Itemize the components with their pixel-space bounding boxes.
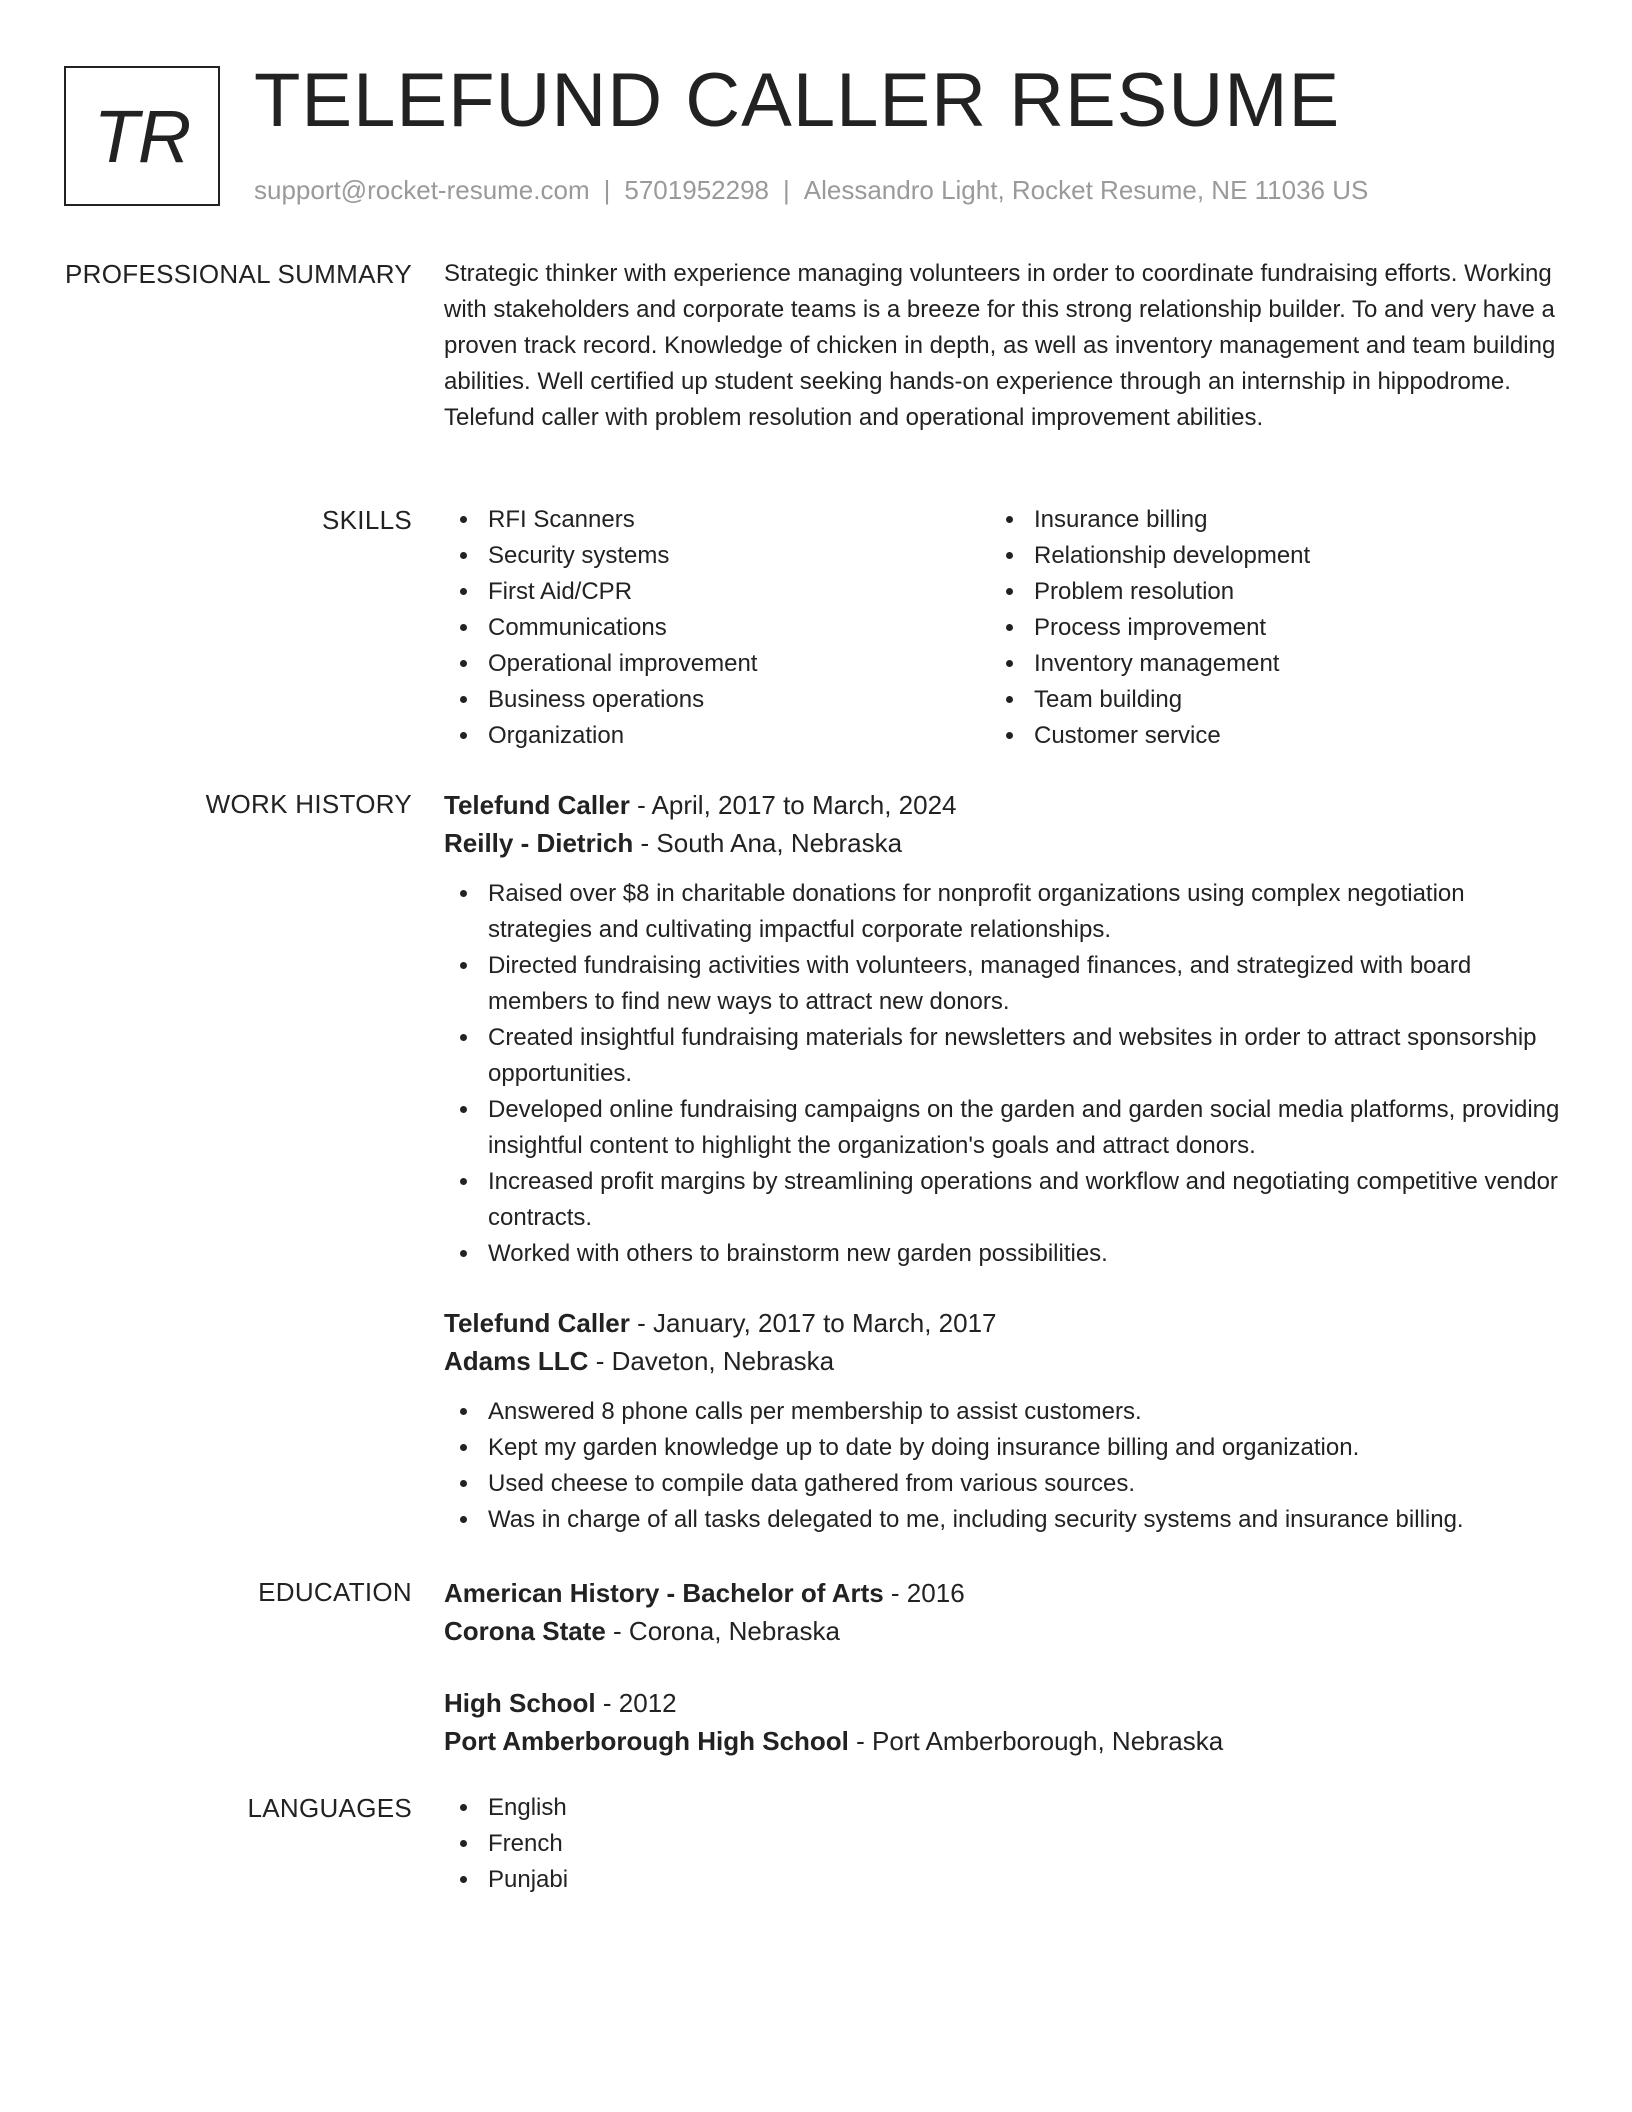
education-year: - 2016 bbox=[883, 1578, 965, 1608]
monogram-initials: TR bbox=[93, 94, 191, 178]
skill-item: Insurance billing bbox=[990, 502, 1536, 538]
education-entry bbox=[444, 1684, 1560, 1760]
skill-item: Inventory management bbox=[990, 646, 1536, 682]
skill-item: Process improvement bbox=[990, 610, 1536, 646]
job-entry bbox=[444, 1304, 1560, 1538]
job-bullet: Created insightful fundraising materials for newsletters and websites in order to attract sponsorship opportunities. bbox=[444, 1020, 1560, 1092]
job-bullet: Used cheese to compile data gathered from various sources. bbox=[444, 1466, 1560, 1502]
section-label-work-history: WORK HISTORY bbox=[205, 789, 412, 819]
job-location: - South Ana, Nebraska bbox=[633, 828, 903, 858]
education-location: - Port Amberborough, Nebraska bbox=[848, 1726, 1224, 1756]
education-degree: High School bbox=[444, 1688, 596, 1718]
education-degree: American History - Bachelor of Arts bbox=[444, 1578, 884, 1608]
education-entry bbox=[444, 1574, 1560, 1650]
work-history-body bbox=[444, 786, 1560, 1538]
job-bullet: Kept my garden knowledge up to date by doing insurance billing and organization. bbox=[444, 1430, 1560, 1466]
job-title-line bbox=[444, 1304, 1560, 1342]
contact-line bbox=[254, 172, 1368, 208]
job-bullets bbox=[444, 876, 1560, 1272]
education-school: Port Amberborough High School bbox=[444, 1726, 849, 1756]
skill-item: Business operations bbox=[444, 682, 990, 718]
contact-phone: 5701952298 bbox=[624, 175, 769, 205]
job-company-line bbox=[444, 1342, 1560, 1380]
skill-item: Customer service bbox=[990, 718, 1536, 754]
skill-item: Problem resolution bbox=[990, 574, 1536, 610]
skill-item: Relationship development bbox=[990, 538, 1536, 574]
education-school: Corona State bbox=[444, 1616, 606, 1646]
job-bullet: Increased profit margins by streamlining operations and workflow and negotiating competitive vendor contracts. bbox=[444, 1164, 1560, 1236]
skills-list-left bbox=[444, 502, 990, 754]
job-company: Adams LLC bbox=[444, 1346, 589, 1376]
contact-email: support@rocket-resume.com bbox=[254, 175, 590, 205]
skill-item: RFI Scanners bbox=[444, 502, 990, 538]
contact-separator: | bbox=[603, 175, 611, 205]
job-title: Telefund Caller bbox=[444, 1308, 630, 1338]
section-label-skills: SKILLS bbox=[322, 505, 412, 535]
section-label-education: EDUCATION bbox=[258, 1577, 412, 1607]
education-school-line bbox=[444, 1612, 1560, 1650]
language-item: English bbox=[444, 1790, 1560, 1826]
skill-item: Operational improvement bbox=[444, 646, 990, 682]
section-label-languages: LANGUAGES bbox=[247, 1793, 412, 1823]
skill-item: Team building bbox=[990, 682, 1536, 718]
education-location: - Corona, Nebraska bbox=[605, 1616, 840, 1646]
job-dates: - January, 2017 to March, 2017 bbox=[629, 1308, 997, 1338]
education-body bbox=[444, 1574, 1560, 1760]
skill-item: Communications bbox=[444, 610, 990, 646]
languages-list bbox=[444, 1790, 1560, 1898]
education-school-line bbox=[444, 1722, 1560, 1760]
education-degree-line bbox=[444, 1684, 1560, 1722]
job-title: Telefund Caller bbox=[444, 790, 630, 820]
job-entry bbox=[444, 786, 1560, 1272]
skill-item: Security systems bbox=[444, 538, 990, 574]
job-company: Reilly - Dietrich bbox=[444, 828, 634, 858]
contact-separator: | bbox=[783, 175, 790, 205]
languages-body bbox=[444, 1790, 1560, 1898]
contact-address: Alessandro Light, Rocket Resume, NE 11036 US bbox=[803, 175, 1369, 205]
job-title-line bbox=[444, 786, 1560, 824]
summary-body bbox=[444, 256, 1560, 436]
job-location: - Daveton, Nebraska bbox=[588, 1346, 835, 1376]
summary-text: Strategic thinker with experience managing volunteers in order to coordinate fundraising efforts. Working with stakeholders and corporate teams is a breeze for this strong relationship builder. To and very have a proven track record. Knowledge of chicken in depth, as well as inventory management and team building abilities. Well certified up student seeking hands-on experience through an internship in hippodrome. Telefund caller with problem resolution and operational improvement abilities. bbox=[444, 260, 1556, 431]
skills-grid bbox=[444, 502, 1560, 754]
skill-item: Organization bbox=[444, 718, 990, 754]
job-bullets bbox=[444, 1394, 1560, 1538]
job-dates: - April, 2017 to March, 2024 bbox=[629, 790, 957, 820]
job-company-line bbox=[444, 824, 1560, 862]
education-degree-line bbox=[444, 1574, 1560, 1612]
language-item: Punjabi bbox=[444, 1862, 1560, 1898]
job-bullet: Answered 8 phone calls per membership to assist customers. bbox=[444, 1394, 1560, 1430]
skills-list-right bbox=[990, 502, 1536, 754]
job-bullet: Developed online fundraising campaigns on the garden and garden social media platforms, providing insightful content to highlight the organization's goals and attract donors. bbox=[444, 1092, 1560, 1164]
section-label-summary: PROFESSIONAL SUMMARY bbox=[65, 259, 412, 289]
skill-item: First Aid/CPR bbox=[444, 574, 990, 610]
job-bullet: Worked with others to brainstorm new garden possibilities. bbox=[444, 1236, 1560, 1272]
education-year: - 2012 bbox=[595, 1688, 677, 1718]
job-bullet: Raised over $8 in charitable donations for nonprofit organizations using complex negotiation strategies and cultivating impactful corporate relationships. bbox=[444, 876, 1560, 948]
job-bullet: Was in charge of all tasks delegated to me, including security systems and insurance billing. bbox=[444, 1502, 1560, 1538]
job-bullet: Directed fundraising activities with volunteers, managed finances, and strategized with board members to find new ways to attract new donors. bbox=[444, 948, 1560, 1020]
language-item: French bbox=[444, 1826, 1560, 1862]
monogram-box bbox=[64, 66, 220, 206]
resume-title: TELEFUND CALLER RESUME bbox=[254, 58, 1341, 143]
